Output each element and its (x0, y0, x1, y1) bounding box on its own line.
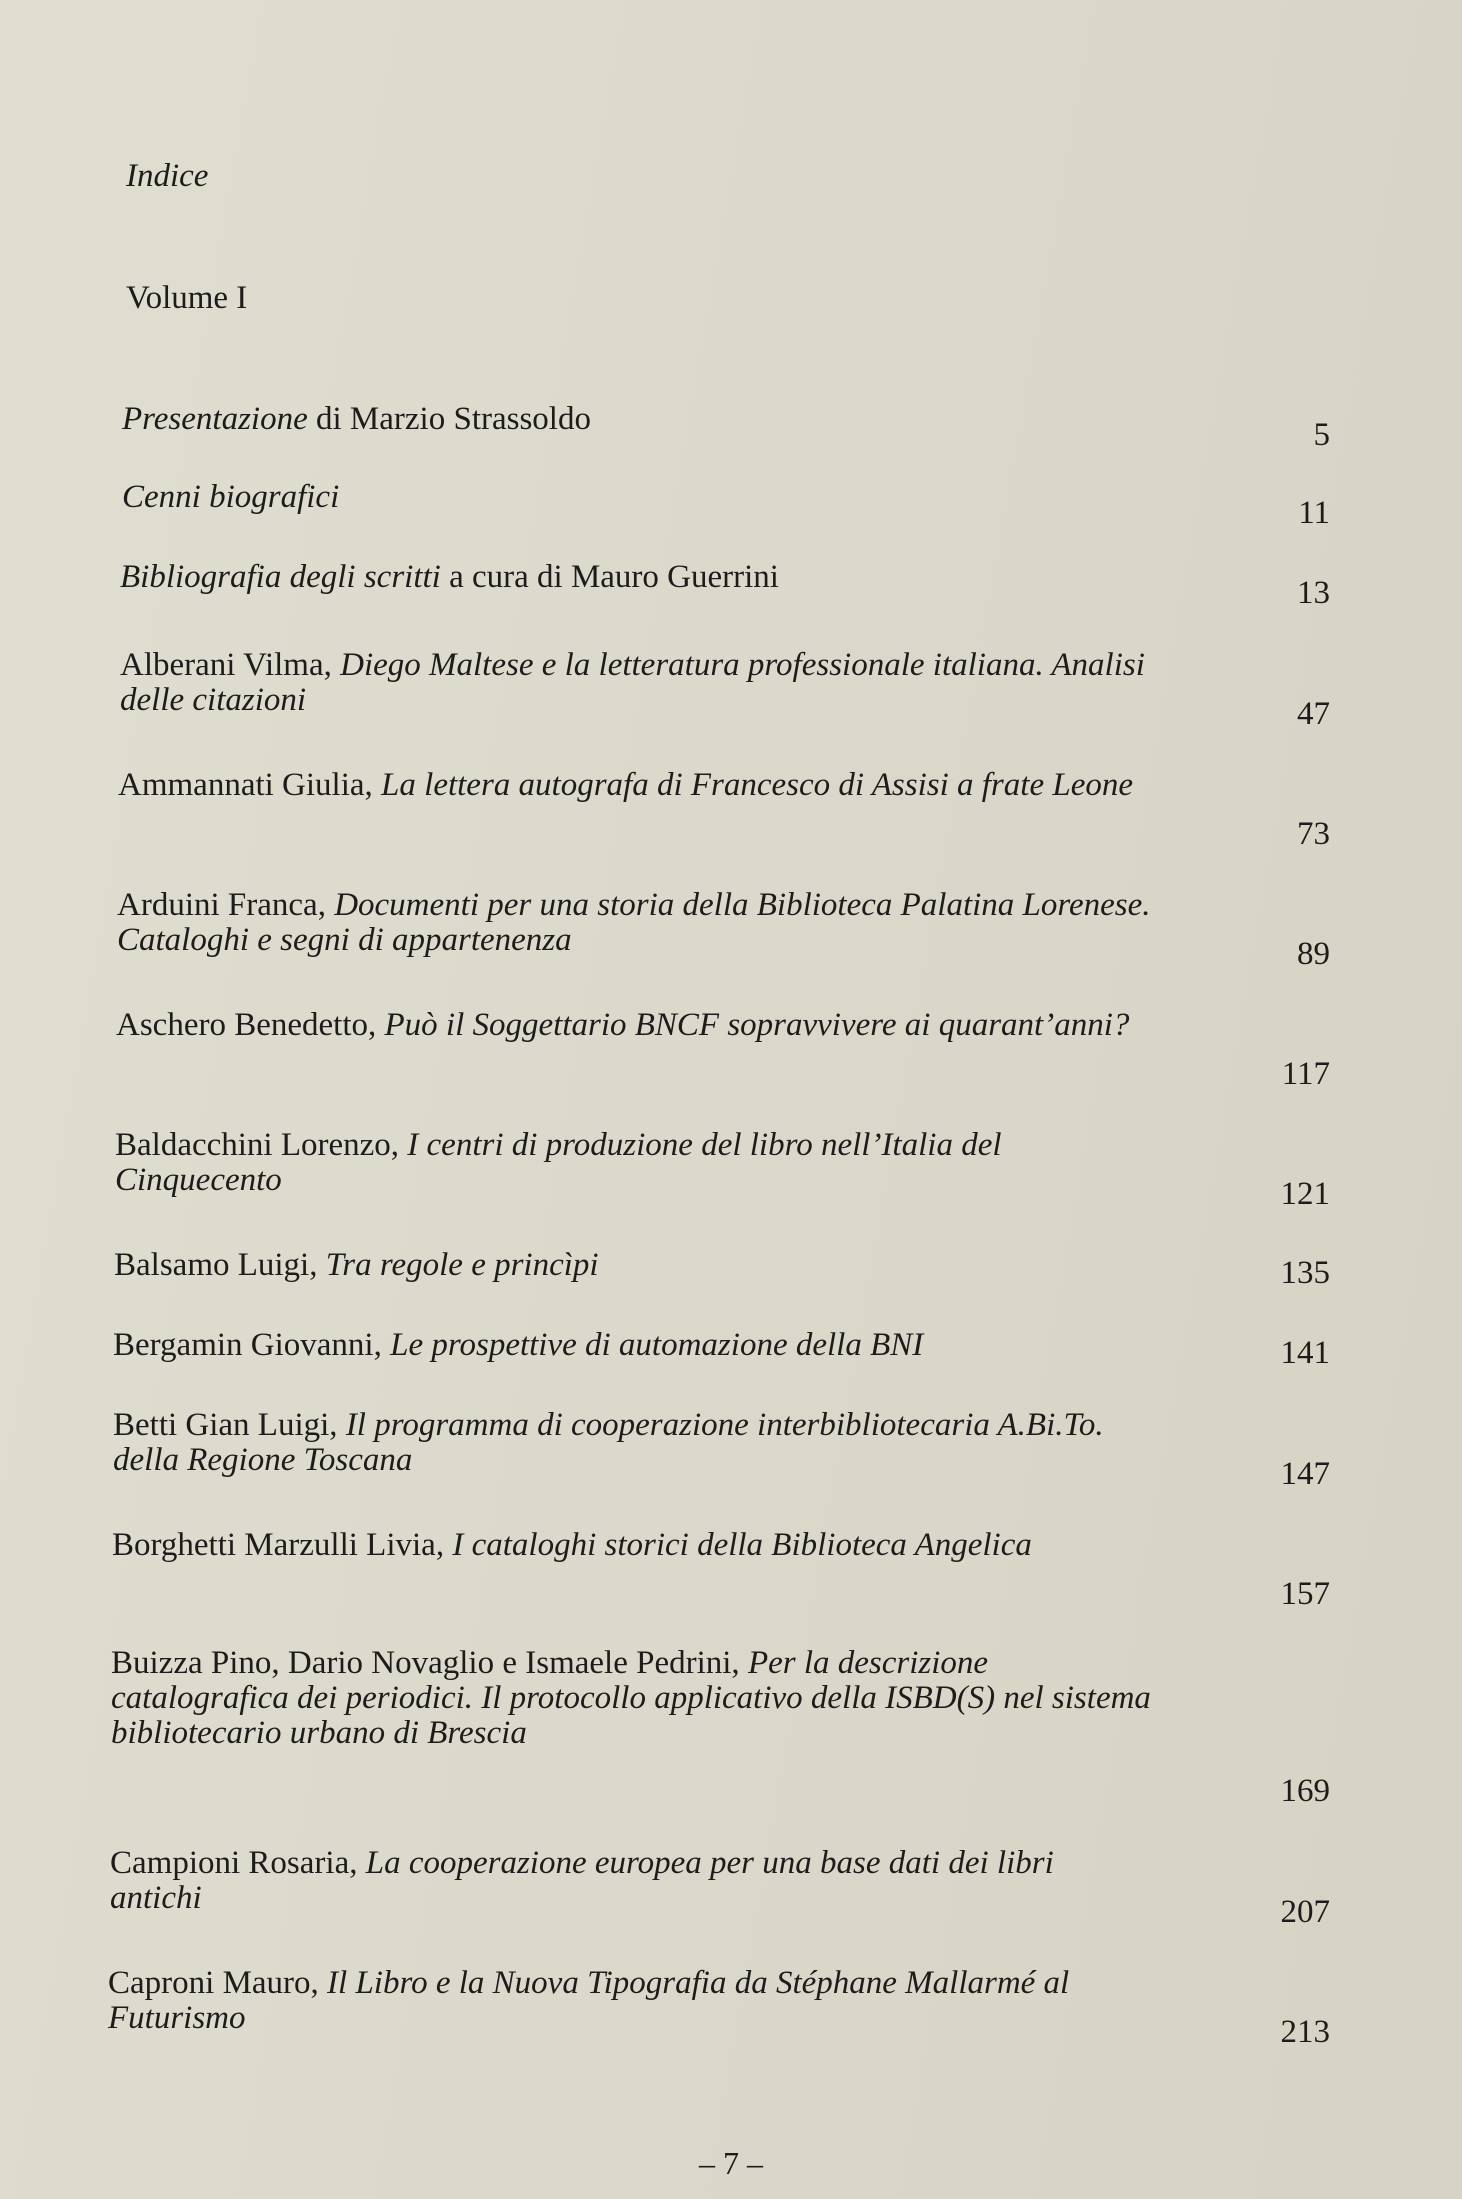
entry-title: Bibliografia degli scritti (120, 559, 441, 595)
toc-entry (120, 647, 1330, 732)
toc-entry (108, 1965, 1330, 2050)
page-number: 13 (1297, 575, 1330, 611)
page-number: 157 (1280, 1576, 1330, 1612)
page-number: 5 (1313, 417, 1330, 453)
toc-entry (110, 1845, 1330, 1930)
page-number: 207 (1280, 1894, 1330, 1930)
index-heading: Indice (126, 158, 209, 194)
entry-author: Arduini Franca, (117, 887, 335, 923)
entry-title: Le prospettive di automazione della BNI (390, 1327, 924, 1363)
page-number: 147 (1280, 1456, 1330, 1492)
entry-author: Ammannati Giulia, (118, 767, 382, 803)
entry-suffix: di Marzio Strassoldo (307, 401, 591, 437)
entry-author: Betti Gian Luigi, (113, 1407, 346, 1443)
entry-author: Aschero Benedetto, (116, 1007, 385, 1043)
entry-author: Bergamin Giovanni, (113, 1327, 391, 1363)
page-number: 121 (1280, 1176, 1330, 1212)
entry-title: I centri di produzione del libro nell’Italia del Cinquecento (115, 1127, 1002, 1198)
entry-author: Alberani Vilma, (120, 647, 341, 683)
entry-title: La lettera autografa di Francesco di Assisi a frate Leone (381, 767, 1133, 803)
toc-entry (113, 1327, 1330, 1371)
entry-author: Borghetti Marzulli Livia, (112, 1527, 453, 1563)
entry-title: Il Libro e la Nuova Tipografia da Stéphane Mallarmé al Futurismo (108, 1965, 1070, 2036)
entry-suffix: a cura di Mauro Guerrini (440, 559, 779, 595)
entry-title: La cooperazione europea per una base dati dei libri antichi (110, 1845, 1054, 1916)
toc-entry (114, 1247, 1330, 1291)
page-number: 73 (1297, 816, 1330, 852)
entry-author: Buizza Pino, Dario Novaglio e Ismaele Pedrini, (111, 1645, 748, 1681)
entry-author: Campioni Rosaria, (110, 1845, 366, 1881)
entry-title: Presentazione (122, 401, 308, 437)
toc-entry (113, 1407, 1330, 1492)
toc-entry (116, 1007, 1330, 1092)
page-number: 47 (1297, 696, 1330, 732)
toc-entry (122, 401, 1330, 453)
page-number: 141 (1280, 1335, 1330, 1371)
entry-author: Baldacchini Lorenzo, (115, 1127, 408, 1163)
toc-entry (120, 559, 1330, 611)
page-number: 11 (1298, 495, 1330, 531)
page-number: 135 (1280, 1255, 1330, 1291)
volume-heading: Volume I (126, 280, 248, 316)
page-number: 169 (1280, 1773, 1330, 1809)
toc-entry (117, 887, 1330, 972)
page-folio: – 7 – (699, 2145, 763, 2181)
toc-entry (118, 767, 1330, 852)
entry-title: Può il Soggettario BNCF sopravvivere ai quarant’anni? (384, 1007, 1130, 1043)
toc-entry (115, 1127, 1330, 1212)
entry-title: I cataloghi storici della Biblioteca Angelica (452, 1527, 1032, 1563)
page-number: 89 (1297, 936, 1330, 972)
page-number: 117 (1281, 1056, 1330, 1092)
toc-entry (111, 1645, 1330, 1809)
entry-author: Caproni Mauro, (108, 1965, 328, 2001)
entry-title: Cenni biografici (122, 479, 340, 515)
toc-entry (112, 1527, 1330, 1612)
entry-author: Balsamo Luigi, (114, 1247, 326, 1283)
page-number: 213 (1280, 2014, 1330, 2050)
entry-title: Tra regole e princìpi (325, 1247, 599, 1283)
entry-title: Diego Maltese e la letteratura professionale italiana. Analisi delle citazioni (120, 647, 1145, 718)
entry-title: Per la descrizione catalografica dei periodici. Il protocollo applicativo della ISBD(S) nel sistema bibliotecario urbano di Brescia (111, 1645, 1151, 1751)
entry-title: Il programma di cooperazione interbibliotecaria A.Bi.To. della Regione Toscana (113, 1407, 1104, 1478)
toc-entry (122, 479, 1330, 531)
entry-title: Documenti per una storia della Biblioteca Palatina Lorenese. Cataloghi e segni di appartenenza (117, 887, 1151, 958)
